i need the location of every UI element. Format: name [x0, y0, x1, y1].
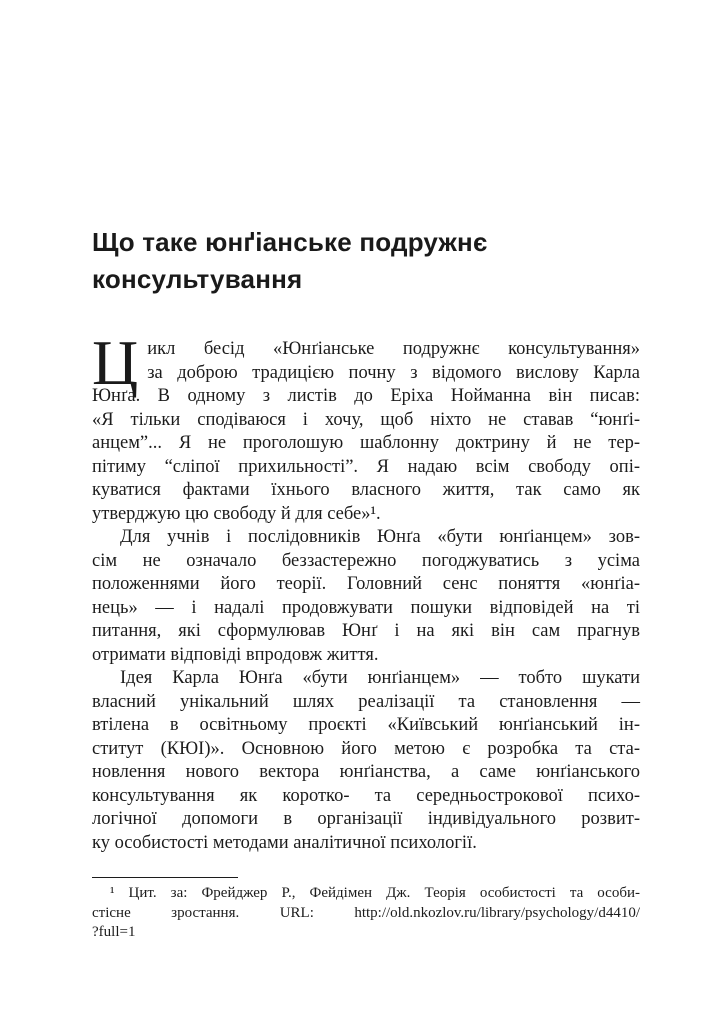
body-line: анцем”... Я не проголошую шаблонну доктрину й не тер-	[92, 433, 640, 453]
body-line: пітиму “сліпої прихильності”. Я надаю всім свободу опі-	[92, 456, 640, 477]
footnote-line: ¹ Цит. за: Фрейджер Р., Фейдімен Дж. Теорія особистості та особи-	[110, 885, 640, 901]
body-line: за доброю традицією почну з відомого вислову Карла	[147, 362, 640, 383]
footnote-rule	[92, 877, 238, 878]
paragraph-2	[92, 526, 640, 667]
body-line: новлення нового вектора юнґіанства, а саме юнґіанського	[92, 762, 640, 782]
footnote-line: ?full=1	[92, 924, 136, 940]
body-line: власний унікальний шлях реалізації та становлення —	[92, 691, 640, 712]
body-line: куватися фактами їхнього власного життя, так само як	[92, 480, 640, 500]
body-line: Юнґа. В одному з листів до Еріха Нойманна він писав:	[92, 386, 640, 406]
body-line: положеннями його теорії. Головний сенс поняття «юнґіа-	[92, 574, 640, 594]
body-line: консультування як коротко- та середньострокової психо-	[92, 785, 640, 806]
body-line: Ідея Карла Юнґа «бути юнґіанцем» — тобто шукати	[120, 668, 640, 688]
body-line: логічної допомоги в організації індивідуального розвит-	[92, 809, 640, 829]
paragraph-1	[92, 327, 640, 526]
page-title-line-2: консультування	[92, 264, 303, 294]
drop-cap: Ц	[92, 327, 139, 398]
body-line: питання, які сформулював Юнґ і на які він сам прагнув	[92, 621, 640, 641]
body-text	[92, 327, 640, 855]
body-line: икл бесід «Юнґіанське подружнє консультування»	[147, 339, 640, 359]
body-line: ку особистості методами аналітичної психології.	[92, 832, 477, 853]
body-line: утверджую цю свободу й для себе»¹.	[92, 503, 381, 524]
page-content	[92, 224, 640, 943]
page-title	[92, 224, 640, 298]
footnote	[92, 877, 640, 943]
body-line: отримати відповіді впродовж життя.	[92, 644, 379, 665]
body-line: «Я тільки сподіваюся і хочу, щоб ніхто не ставав “юнґі-	[92, 409, 640, 430]
page-title-line-1: Що таке юнґіанське подружнє	[92, 227, 488, 257]
footnote-line: стісне зростання. URL: http://old.nkozlov.ru/library/psychology/d4410/	[92, 904, 640, 921]
body-line: Для учнів і послідовників Юнґа «бути юнґіанцем» зов-	[120, 527, 640, 547]
paragraph-3	[92, 667, 640, 855]
body-line: ститут (КЮІ)». Основною його метою є розробка та ста-	[92, 738, 640, 759]
body-line: втілена в освітньому проєкті «Київський юнґіанський ін-	[92, 715, 640, 735]
body-line: сім не означало беззастережно погоджуватись з усіма	[92, 550, 640, 571]
body-line: нець» — і надалі продовжувати пошуки відповідей на ті	[92, 597, 640, 618]
